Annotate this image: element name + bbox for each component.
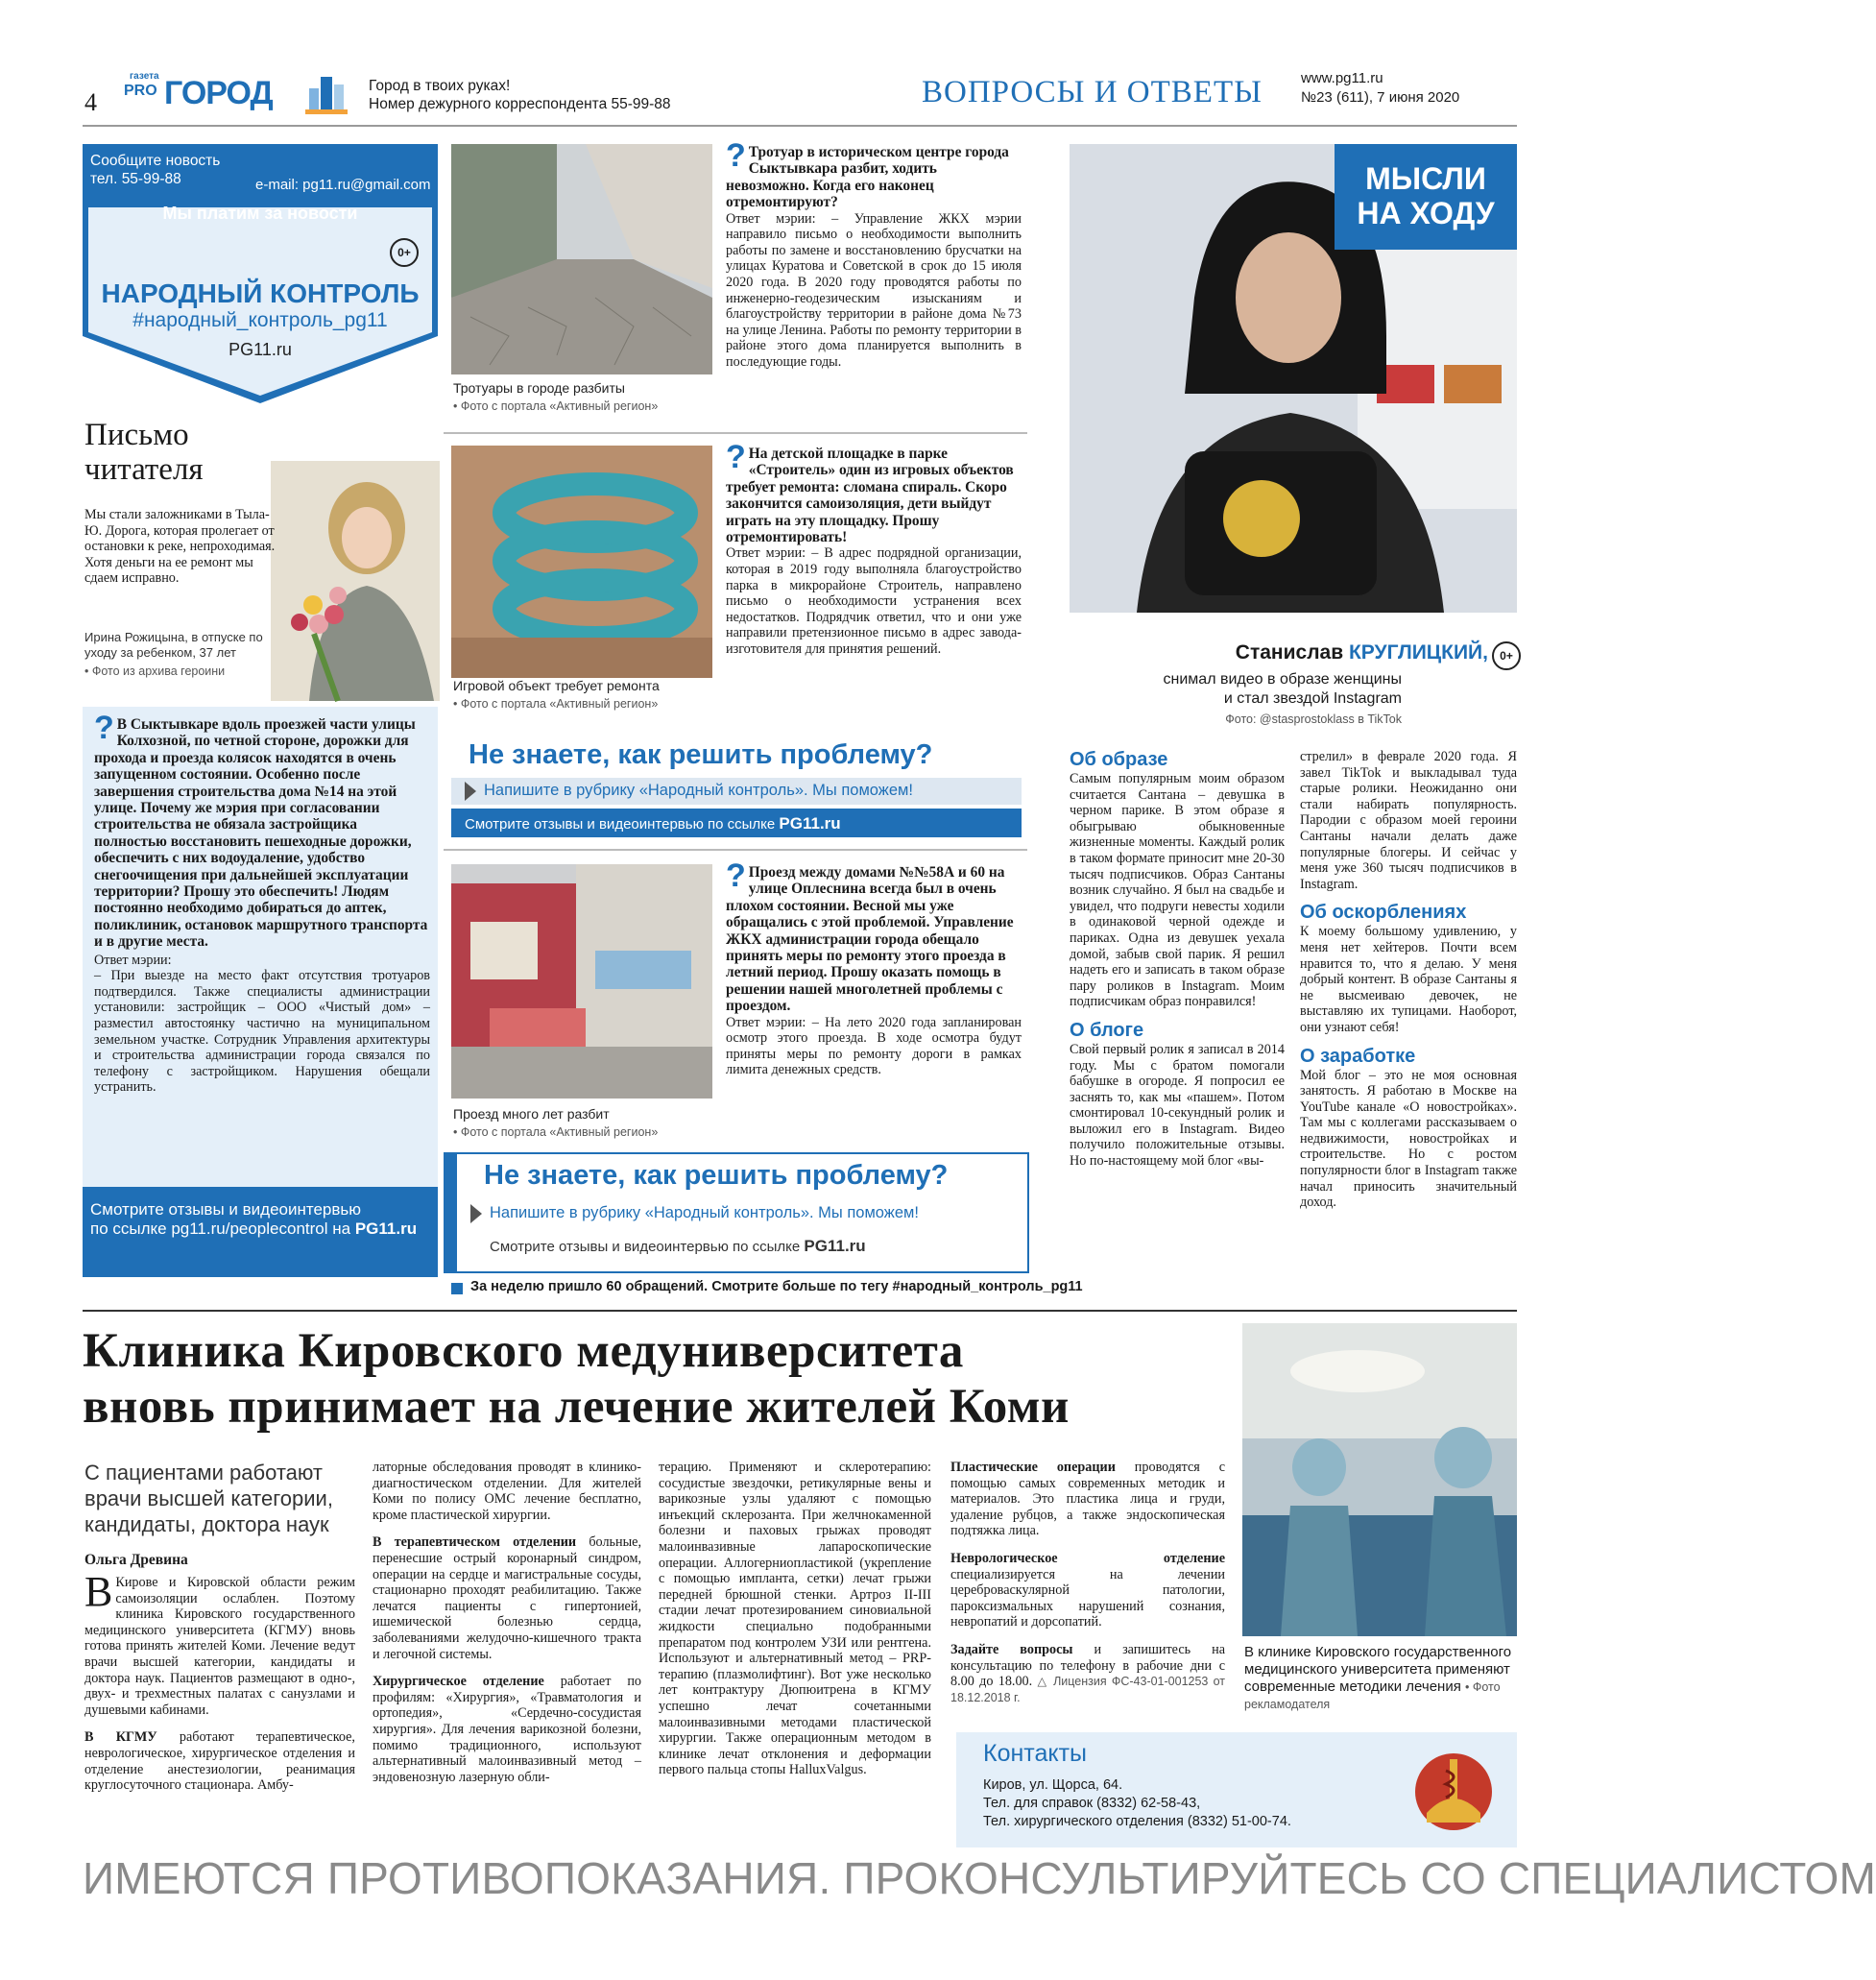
article-col-1: В Кирове и Кировской области режим самоизоляции ослаблен. Поэтому клиника Кировского государственного медицинского университета (КГМУ) вновь готова принять жителей Коми. Лечение ведут врачи высшей категории, кандидаты и доктора наук. Пациентов размещают в одно-, двух- и трехместных палатах с санузлами и душевыми кабинами. В КГМУ работают терапевтическое, неврологическое, хирургическое отделения и отделение анестезиологии, реанимация круглосуточного стационара. Амбу- — [84, 1568, 355, 1794]
question-1: ? Тротуар в историческом центре города Сыктывкара разбит, ходить невозможно. Когда его наконец отремонтируют? Ответ мэрии: – Управление ЖКХ мэрии направило письмо о необходимости выполнить работы по замене и восстановлению брусчатки на улицах Куратова и Советской в срок до 15 июля 2020 года. В 2020 году проводятся работы по инженерно-геодезическим изысканиям и благоустройству территории в районе дома №73 на улице Ленина. Работы по ремонту территории в районе этого дома планируется выполнить в последующие годы. — [726, 137, 1022, 370]
newspaper-logo[interactable]: газета PRO ГОРОД — [124, 71, 273, 111]
people-control-box: Сообщите новость тел. 55-99-88 e-mail: pg11.ru@gmail.com Мы платим за новости 0+ НАРОДНЫЙ КОНТРОЛЬ #народный_контроль_pg11 PG11.ru — [83, 144, 438, 403]
sidewalk-photo — [451, 144, 712, 374]
arrow-icon — [470, 1204, 482, 1223]
letter-author: Ирина Рожицына, в отпуске по уходу за ребенком, 37 лет — [84, 630, 263, 660]
square-bullet-icon — [451, 1283, 463, 1294]
blogger-photo — [1070, 144, 1517, 613]
banner-2-link[interactable]: PG11.ru — [804, 1237, 866, 1255]
thoughts-tag: МЫСЛИ НА ХОДУ — [1335, 144, 1517, 250]
problem-banner-1[interactable]: Не знаете, как решить проблему? Напишите в рубрику «Народный контроль». Мы поможем! Смотрите отзывы и видеоинтервью по ссылке PG11.ru — [451, 730, 1022, 839]
letter-text: Мы стали заложниками в Тыла-Ю. Дорога, которая пролегает от остановки к реке, непроходимая. Хотя деньги на ее ремонт мы сдаем исправно. — [84, 507, 276, 587]
article-rule — [83, 1310, 1517, 1312]
problem-banner-2[interactable]: Не знаете, как решить проблему? Напишите в рубрику «Народный контроль». Мы поможем! Смотрите отзывы и видеоинтервью по ссылке PG11.ru — [444, 1152, 1027, 1271]
article-col-4: Пластические операции проводятся с помощью самых современных методик и материалов. Это пластика лица и груди, удаление рубцов, а также эндоскопическая подтяжка лица. Неврологическое отделение специализируется на лечении цереброваскулярной патологии, пароксизмальных нарушений сознания, невропатий и дорсопатий. Задайте вопросы и запишитесь на консультацию по телефону в рабочие дни с 8.00 до 18.00. △ Лицензия ФС-43-01-001253 от 18.12.2018 г. — [950, 1460, 1226, 1704]
university-emblem-icon — [1407, 1746, 1500, 1838]
contacts-box: Контакты Киров, ул. Щорса, 64. Тел. для справок (8332) 62-58-43, Тел. хирургического отделения (8332) 51-00-74. — [956, 1732, 1517, 1847]
header-tagline: Город в твоих руках! Номер дежурного корреспондента 55-99-88 — [369, 78, 671, 112]
control-hashtag[interactable]: #народный_контроль_pg11 — [132, 309, 388, 331]
blogger-col-1: Об образе Самым популярным моим образом считается Сантана – девушка в черном парике. В этом образе я обыгрываю обыкновенные жизненные моменты. Каждый ролик в таком формате приносит мне 20-30 тысяч подписчиков. Образ Сантаны возник случайно. Я был на свадьбе и увидел, что подруги невесты ходили в одинаковой черной одежде и париках. Одна из девушек уехала домой, забыв свой парик. Я решил надеть его и записать в таком образе пару роликов в Instagram. Моим подписчикам образ понравился! О блоге Свой первый ролик я записал в 2014 году. Мы с братом помогали бабушке в огороде. Я попросил ее заснять то, как мы «пашем». Потом смонтировал 10-секундный ролик и выложил его в Instagram. Видео получило положительные отзывы. Но по-настоящему мой блог «вы- — [1070, 749, 1285, 1170]
blogger-col-2: стрелил» в феврале 2020 года. Я завел TikTok и выкладывал туда старые ролики. Неожиданно они стали набирать популярность. Пародии с образом моей героини Сантаны начали делать даже популярные блогеры. И сейчас у меня уже 360 тысяч подписчиков в Instagram. Об оскорблениях К моему большому удивлению, у меня нет хейтеров. Почти всем нравится то, что я делаю. У меня добрый контент. В образе Сантаны я не высмеиваю девочек, не выставляю их тупицами. Наоборот, они узнают себя! О заработке Мой блог – это не моя основная занятость. Я работаю в Москве на YouTube канале «О новостройках». Там мы с коллегами рассказываем о недвижимости, новостройках и строительстве. Но с ростом популярности блог в Instagram также начал приносить значительный доход. — [1300, 749, 1517, 1211]
letter-title: Письмо читателя — [84, 418, 204, 487]
article-lead: С пациентами работают врачи высшей категории, кандидаты, доктора наук — [84, 1461, 333, 1536]
question-mark-icon: ? — [94, 710, 114, 746]
article-col-2: латорные обследования проводят в клинико-диагностическом отделении. Для жителей Коми по полису ОМС лечение бесплатно, кроме пластической хирургии. В терапевтическом отделении больные, перенесшие острый коронарный синдром, операции на сердце и магистральные сосуды, стационарно проходят реабилитацию. Также лечатся пациенты с гипертонией, ишемической болезнью сердца, заболеваниями желудочно-кишечного тракта и легочной системы. Хирургическое отделение работает по профилям: «Хирургия», «Травматология и ортопедия», «Сердечно-сосудистая хирургия». Для лечения варикозной болезни, помимо традиционного, используют альтернативный малоинвазивный метод – эндовенозную лазерную обли- — [373, 1460, 642, 1785]
dropcap: В — [84, 1568, 113, 1615]
article-col-3: терацию. Применяют и склеротерапию: сосудистые звездочки, ретикулярные вены и варикозные узлы удаляют с помощью инъекций склерозанта. При желчнокаменной болезни и паховых грыжах проводят малоинвазивные лапароскопические операции. Аллогерниопластикой (укрепление с помощью импланта, сетки) лечат грыжи передней брюшной стенки. Артроз II-III стадии лечат протезированием синовиальной жидкости специально подобранными препаратом под контролем УЗИ или рентгена. Используют и альтернативный метод – PRP-терапию (плазмолифтинг). Вот уже несколько лет контрактуру Дюпюитрена в КГМУ успешно лечат сочетанными малоинвазивными методами пластической хирургии. Также операционным методом в клинике лечат отклонения и деформации первого пальца стопы HalluxValgus. — [659, 1460, 931, 1778]
question-mark-icon: ? — [726, 857, 746, 894]
age-badge: 0+ — [1492, 641, 1521, 670]
reader-photo — [271, 461, 440, 701]
question-3: ? Проезд между домами №№58А и 60 на улице Оплеснина всегда был в очень плохом состоянии. Весной мы уже обращались с этой проблемой. Управление ЖКХ администрации города обещало принять меры по ремонту этого проезда в летний период. Прошу оказать помощь в решении нашей многолетней проблемы с проездом. Ответ мэрии: – На лето 2020 года запланирован осмотр этого проезда. В ходе осмотра будут приняты меры по ремонту дороги в рамках лимита денежных средств. — [726, 857, 1022, 1078]
article-author: Ольга Древина — [84, 1552, 188, 1568]
section-title: ВОПРОСЫ И ОТВЕТЫ — [922, 75, 1263, 109]
weekly-stats: За неделю пришло 60 обращений. Смотрите больше по тегу #народный_контроль_pg11 — [470, 1279, 1083, 1294]
article-title: Клиника Кировского медуниверситета вновь принимает на лечение жителей Коми — [83, 1324, 1070, 1434]
spring-photo — [451, 446, 712, 678]
phone-surgery[interactable]: Тел. хирургического отделения (8332) 51-00-74. — [983, 1814, 1291, 1829]
email-link[interactable]: e-mail: pg11.ru@gmail.com — [255, 177, 431, 193]
left-footer-banner[interactable]: Смотрите отзывы и видеоинтервью по ссылке pg11.ru/peoplecontrol на PG11.ru — [83, 1187, 438, 1277]
question-mark-icon: ? — [726, 439, 746, 475]
clinic-caption: В клинике Кировского государственного медицинского университета применяют современные методики лечения • Фото рекламодателя — [1244, 1644, 1512, 1711]
header-issue: www.pg11.ru №23 (611), 7 июня 2020 — [1301, 70, 1460, 106]
control-site[interactable]: PG11.ru — [228, 340, 292, 359]
question-2: ? На детской площадке в парке «Строитель» один из игровых объектов требует ремонта: сломана спираль. Скоро закончится самоизоляция, дети выйдут играть на эту площадку. Прошу отремонтировать! Ответ мэрии: – В адрес подрядной организации, которая в 2019 году выполняла благоустройство парка в микрорайоне Строитель, направлено письмо о необходимости устранения всех недостатков. Подрядчик ответил, что и они уже направили претензионное письмо в адрес завода-изготовителя для принятия решений. — [726, 439, 1022, 657]
clinic-photo — [1242, 1323, 1517, 1636]
page-number: 4 — [84, 88, 97, 116]
banner-1-link[interactable]: PG11.ru — [779, 814, 841, 833]
letter-credit: • Фото из архива героини — [84, 664, 226, 678]
phone-info[interactable]: Тел. для справок (8332) 62-58-43, — [983, 1796, 1201, 1811]
arrow-icon — [465, 782, 476, 801]
medical-disclaimer: ИМЕЮТСЯ ПРОТИВОПОКАЗАНИЯ. ПРОКОНСУЛЬТИРУЙТЕСЬ СО СПЕЦИАЛИСТОМ — [83, 1853, 1876, 1903]
blogger-name: Станислав КРУГЛИЦКИЙ, — [1235, 641, 1488, 664]
header-rule — [83, 125, 1517, 127]
control-title: НАРОДНЫЙ КОНТРОЛЬ — [101, 278, 420, 308]
question-mark-icon: ? — [726, 137, 746, 174]
age-badge: 0+ — [390, 238, 419, 267]
driveway-photo — [451, 864, 712, 1099]
left-question-box: ? В Сыктывкаре вдоль проезжей части улицы Колхозной, по четной стороне, дорожки для прохода и проезда колясок находятся в очень запущенном состоянии. Особенно после завершения строительства дома №14 на этой улице. Почему же мэрия при согласовании строительства не обязала застройщика полностью восстановить пешеходные дорожки, обеспечить с них водоудаление, удобство снегоочищения при дальнейшей эксплуатации территории? Прошу это обеспечить! Людям постоянно необходимо добираться до аптек, поликлиник, остановок маршрутного транспорта и в другие места. Ответ мэрии: – При выезде на место факт отсутствия тротуаров подтвердился. Также специалисты администрации установили: застройщик – ООО «Чистый дом» – разместил автостоянку частично на муниципальном земельном участке. Сотрудник Управления архитектуры и строительства администрации города связался по телефону с застройщиком. Нарушения обещали устранить. Смотрите отзывы и видеоинтервью по ссылке pg11.ru/peoplecontrol на PG11.ru — [83, 707, 438, 1277]
city-buildings-icon — [305, 71, 348, 115]
site-link[interactable]: www.pg11.ru — [1301, 70, 1383, 86]
blogger-desc: снимал видео в образе женщины и стал звездой Instagram — [1163, 671, 1402, 707]
